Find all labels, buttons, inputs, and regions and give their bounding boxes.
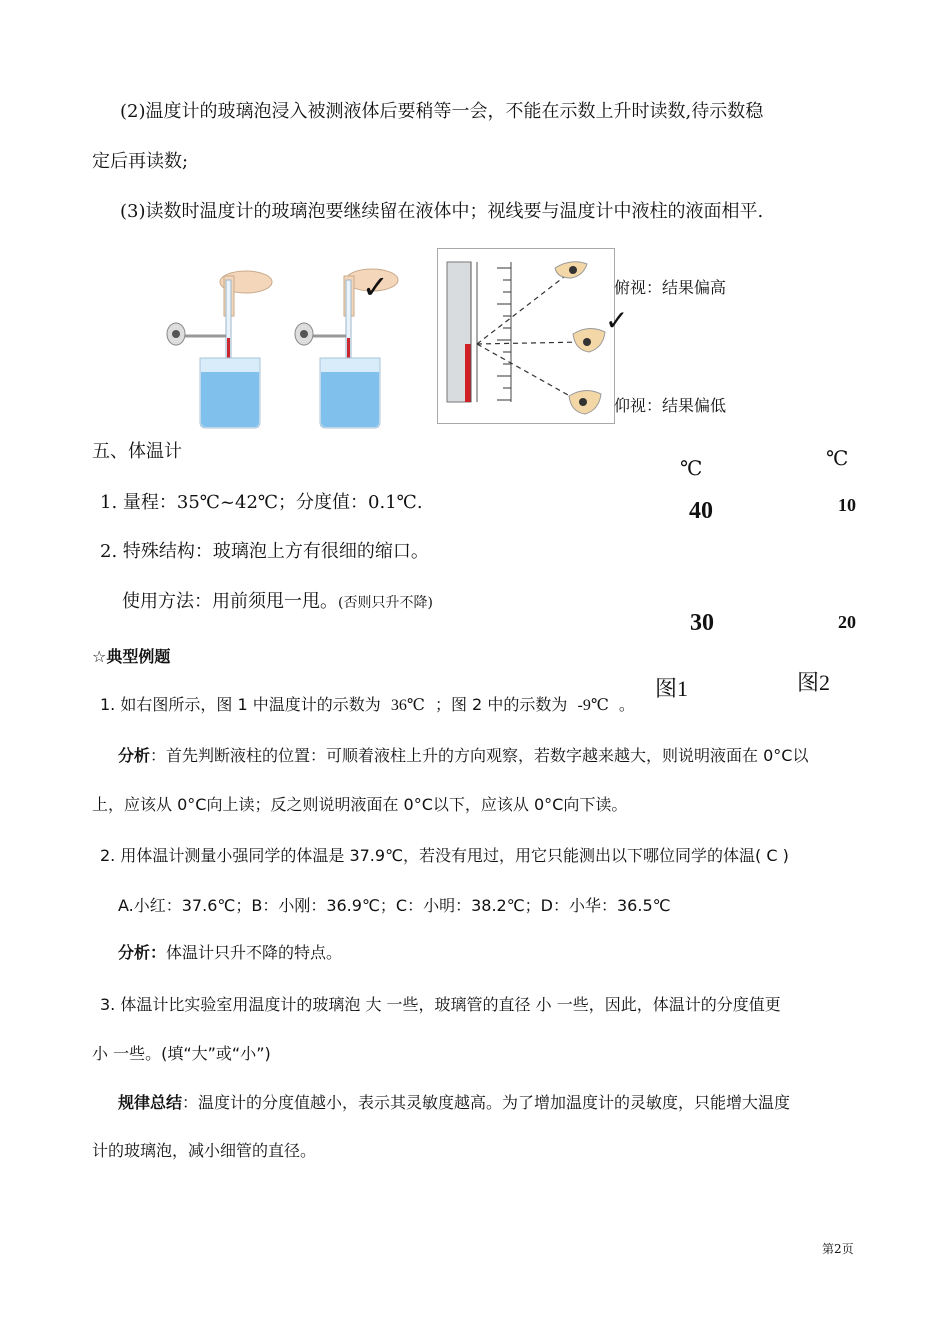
reading-angle-diagram bbox=[437, 248, 615, 424]
fig2-bottom-value: 20 bbox=[838, 612, 856, 632]
question-3-line1: 3. 体温计比实验室用温度计的玻璃泡 大 一些，玻璃管的直径 小 一些，因此，体温计的分度值更 bbox=[100, 995, 781, 1014]
examples-heading: ☆典型例题 bbox=[92, 647, 171, 666]
question-2: 2. 用体温计测量小强同学的体温是 37.9℃，若没有甩过，用它只能测出以下哪位同学的体温( C ) bbox=[100, 846, 789, 865]
beaker-illustration-2 bbox=[290, 262, 420, 432]
section5-usage-note: (否则只升不降) bbox=[338, 595, 433, 611]
question-1: 1. 如右图所示，图 1 中温度计的示数为 36℃ ；图 2 中的示数为 -9℃ 。 bbox=[100, 695, 635, 714]
check-mark: ✓ bbox=[362, 268, 389, 306]
note-2-line1: (2)温度计的玻璃泡浸入被测液体后要稍等一会，不能在示数上升时读数,待示数稳 bbox=[120, 101, 764, 122]
summary-label: 规律总结 bbox=[118, 1093, 183, 1112]
summary-line2: 计的玻璃泡，减小细管的直径。 bbox=[92, 1141, 317, 1160]
fig1-bottom-value: 30 bbox=[690, 610, 714, 636]
question-3-line2: 小 一些。(填“大”或“小”) bbox=[92, 1044, 271, 1063]
section5-item1: 1. 量程：35℃~42℃；分度值：0.1℃. bbox=[100, 492, 423, 513]
section5-heading: 五、体温计 bbox=[92, 441, 182, 462]
question-2-options: A.小红：37.6℃；B：小刚：36.9℃；C：小明：38.2℃；D：小华：36.5℃ bbox=[118, 896, 671, 915]
fig1-top-value: 40 bbox=[689, 498, 713, 524]
analysis-1-line2: 上，应该从 0°C向上读；反之则说明液面在 0°C以下，应该从 0°C向下读。 bbox=[92, 795, 628, 814]
analysis-2: 分析：体温计只升不降的特点。 bbox=[118, 943, 343, 962]
q1-answer-1: 36℃ bbox=[390, 697, 425, 714]
view-top-label: 俯视：结果偏高 bbox=[614, 278, 727, 297]
analysis-1-label: 分析 bbox=[118, 746, 151, 765]
fig1-label: 图1 bbox=[655, 676, 689, 701]
fig1-unit: ℃ bbox=[680, 456, 703, 480]
beaker-illustration-1 bbox=[160, 262, 285, 432]
fig2-label: 图2 bbox=[797, 670, 831, 695]
fig2-top-value: 10 bbox=[838, 495, 856, 515]
page-number: 第2页 bbox=[822, 1242, 854, 1256]
fig2-unit: ℃ bbox=[826, 446, 849, 470]
section5-item2: 2. 特殊结构：玻璃泡上方有很细的缩口。 bbox=[100, 541, 429, 562]
note-3: (3)读数时温度计的玻璃泡要继续留在液体中；视线要与温度计中液柱的液面相平. bbox=[120, 201, 764, 222]
view-bottom-label: 仰视：结果偏低 bbox=[614, 396, 727, 415]
summary-line1: 规律总结：温度计的分度值越小，表示其灵敏度越高。为了增加温度计的灵敏度，只能增大温度 bbox=[118, 1093, 791, 1112]
analysis-2-label: 分析： bbox=[118, 943, 167, 962]
section5-usage: 使用方法：用前须甩一甩。 bbox=[122, 591, 338, 612]
check-mark-2: ✓ bbox=[605, 304, 629, 337]
note-2-line2: 定后再读数; bbox=[92, 151, 189, 172]
q1-answer-2: -9℃ bbox=[577, 697, 609, 714]
analysis-1-line1: 分析：首先判断液柱的位置：可顺着液柱上升的方向观察，若数字越来越大，则说明液面在 0°C以 bbox=[118, 746, 809, 765]
